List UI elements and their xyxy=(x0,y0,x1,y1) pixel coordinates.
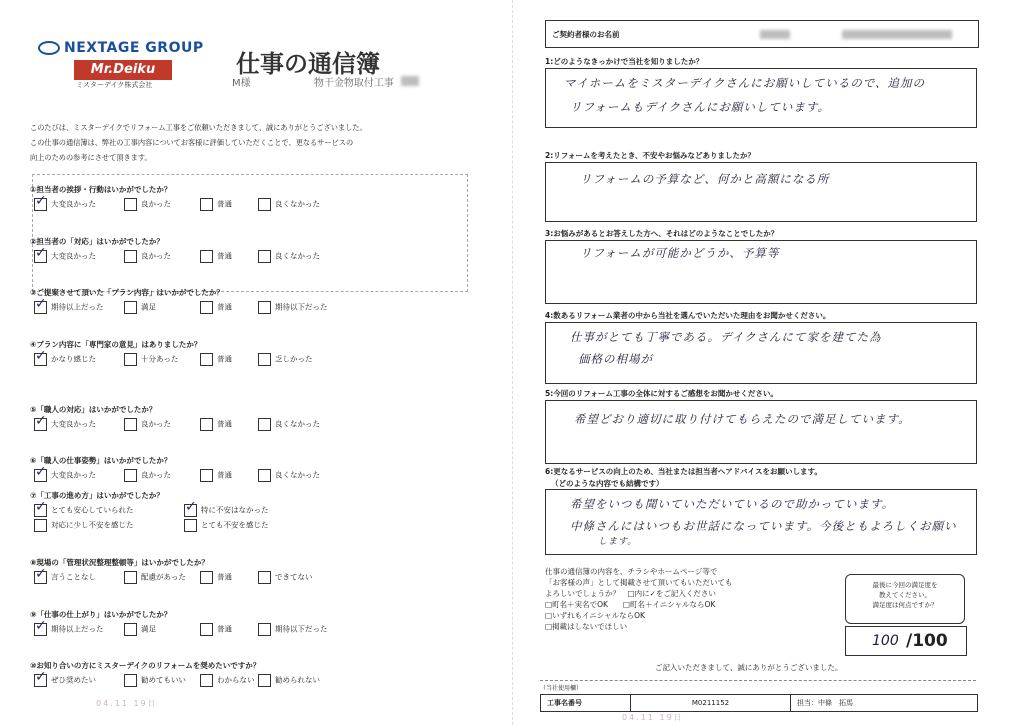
question-sublabel: （どのような内容でも結構です） xyxy=(551,479,664,488)
handwritten-answer: マイホームをミスターデイクさんにお願いしているので、追加の xyxy=(564,76,926,90)
option-item[interactable] xyxy=(200,353,232,366)
option-item[interactable] xyxy=(258,418,320,431)
check-mark-icon: ✓ xyxy=(185,499,197,515)
consent-option[interactable]: □掲載はしないでほしい xyxy=(545,622,628,631)
question-1 xyxy=(30,184,470,214)
option-label: 普通 xyxy=(217,302,232,312)
check-mark-icon: ✓ xyxy=(35,245,47,261)
question-label: 5:今回のリフォーム工事の全体に対するご感想をお聞かせください。 xyxy=(545,389,778,398)
check-mark-icon: ✓ xyxy=(35,413,47,429)
option-label: 大変良かった xyxy=(51,199,96,209)
option-label: 配慮があった xyxy=(141,572,186,582)
checkbox[interactable] xyxy=(34,669,47,687)
date-stamp: 04.11 19日 xyxy=(96,699,158,708)
option-label: 良くなかった xyxy=(275,199,320,209)
checkbox[interactable] xyxy=(124,571,137,584)
option-item[interactable] xyxy=(124,623,156,636)
option-label: 勧められない xyxy=(275,675,320,685)
checkbox[interactable] xyxy=(124,469,137,482)
option-label: 大変良かった xyxy=(51,251,96,261)
handwritten-answer: 希望をいつも聞いていただいているので助かっています。 xyxy=(570,497,895,511)
answer-box[interactable] xyxy=(545,400,977,464)
option-item[interactable] xyxy=(124,418,171,431)
checkbox[interactable] xyxy=(200,571,213,584)
check-mark-icon: ✓ xyxy=(35,193,47,209)
customer-line xyxy=(232,74,419,89)
question-label: 3:お悩みがあるとお答えした方へ、それはどのようなことでしたか？ xyxy=(545,229,779,238)
answer-box[interactable] xyxy=(545,489,977,555)
option-item[interactable] xyxy=(124,571,186,584)
option-label: 普通 xyxy=(217,354,232,364)
option-item[interactable] xyxy=(200,250,232,263)
option-item[interactable] xyxy=(258,250,320,263)
option-label: 期待以上だった xyxy=(51,624,104,634)
answer-box[interactable] xyxy=(545,240,977,304)
checkbox[interactable] xyxy=(184,519,197,532)
satisfaction-max: /100 xyxy=(906,631,948,651)
option-label: 良かった xyxy=(141,251,171,261)
option-item[interactable] xyxy=(34,566,96,584)
option-label: わからない xyxy=(217,675,255,685)
option-label: 普通 xyxy=(217,624,232,634)
satisfaction-text: 教えてください。 xyxy=(879,591,931,599)
question-6 xyxy=(30,455,470,485)
option-label: 期待以上だった xyxy=(51,302,104,312)
question-label: ⑩お知り合いの方にミスターデイクのリフォームを奨めたいですか？ xyxy=(30,661,261,670)
page-title: 仕事の通信簿 xyxy=(236,50,380,78)
option-item[interactable] xyxy=(258,469,320,482)
office-use-table xyxy=(540,694,978,712)
option-item[interactable] xyxy=(34,519,134,532)
option-label: とても不安を感じた xyxy=(201,520,269,530)
option-item[interactable] xyxy=(124,250,171,263)
question-label: 4:数あるリフォーム業者の中から当社を選んでいただいた理由をお聞かせください。 xyxy=(545,311,831,320)
checkbox[interactable] xyxy=(34,499,47,517)
checkbox[interactable] xyxy=(200,198,213,211)
check-mark-icon: ✓ xyxy=(35,669,47,685)
option-label: 満足 xyxy=(141,302,156,312)
right-question-3 xyxy=(545,228,977,304)
checkbox[interactable] xyxy=(124,353,137,366)
checkbox[interactable] xyxy=(124,301,137,314)
option-item[interactable] xyxy=(34,669,96,687)
option-item[interactable] xyxy=(200,198,232,211)
question-options xyxy=(30,499,470,534)
option-label: とても安心していられた xyxy=(51,505,134,515)
option-item[interactable] xyxy=(200,571,232,584)
question-5 xyxy=(30,404,470,434)
option-label: 言うことなし xyxy=(51,572,96,582)
checkbox[interactable] xyxy=(258,623,271,636)
greeting xyxy=(30,120,450,165)
brand-logo xyxy=(38,40,228,60)
question-8 xyxy=(30,609,470,639)
checkbox[interactable] xyxy=(34,413,47,431)
checkbox[interactable] xyxy=(124,250,137,263)
option-label: できてない xyxy=(275,572,313,582)
option-item[interactable] xyxy=(200,623,232,636)
option-label: 勧めてもいい xyxy=(141,675,186,685)
question-label: 2:リフォームを考えたとき、不安やお悩みなどありましたか？ xyxy=(545,151,756,160)
option-label: 良かった xyxy=(141,470,171,480)
project-name: 物干金物取付工事 xyxy=(313,78,394,89)
option-item[interactable] xyxy=(258,571,313,584)
handwritten-answer: リフォームが可能かどうか、予算等 xyxy=(580,246,780,260)
option-label: 普通 xyxy=(217,572,232,582)
thanks-message: ご記入いただきまして、誠にありがとうございました。 xyxy=(655,663,843,672)
option-item[interactable] xyxy=(34,296,104,314)
option-label: ぜひ奨めたい xyxy=(51,675,96,685)
checkbox[interactable] xyxy=(34,464,47,482)
option-label: 乏しかった xyxy=(275,354,313,364)
handwritten-answer: 中條さんにはいつもお世話になっています。今後ともよろしくお願い xyxy=(570,519,957,533)
question-options xyxy=(30,413,470,434)
check-mark-icon: ✓ xyxy=(35,296,47,312)
question-options xyxy=(30,566,470,587)
checkbox[interactable] xyxy=(200,623,213,636)
option-item[interactable] xyxy=(200,301,232,314)
satisfaction-prompt xyxy=(845,574,965,624)
greeting-line: このたびは、ミスターデイクでリフォーム工事をご依頼いただきまして、誠にありがとうございました。 xyxy=(30,123,367,132)
date-stamp: 04.11 19日 xyxy=(622,713,684,722)
option-label: 良くなかった xyxy=(275,251,320,261)
option-label: 普通 xyxy=(217,251,232,261)
greeting-line: この仕事の通信簿は、弊社の工事内容についてお客様に評価していただくことで、更なるサービスの xyxy=(30,138,354,147)
question-label: ⑨「仕事の仕上がり」はいかがでしたか？ xyxy=(30,610,172,619)
handwritten-answer: リフォームの予算など、何かと高額になる所 xyxy=(580,172,830,186)
customer-type: M様 xyxy=(232,78,251,89)
option-item[interactable] xyxy=(124,198,171,211)
checkbox[interactable] xyxy=(258,418,271,431)
redacted-name xyxy=(842,30,952,39)
satisfaction-score: 100 xyxy=(872,633,899,649)
option-item[interactable] xyxy=(258,198,320,211)
checkbox[interactable] xyxy=(258,250,271,263)
question-4 xyxy=(30,339,470,369)
question-label: ①担当者の挨拶・行動はいかがでしたか？ xyxy=(30,185,172,194)
greeting-line: 向上のための参考にさせて頂きます。 xyxy=(30,153,152,162)
question-options xyxy=(30,193,470,214)
office-use-label: （当社使用欄） xyxy=(540,685,583,692)
checkbox[interactable] xyxy=(200,301,213,314)
checkbox[interactable] xyxy=(124,418,137,431)
right-question-6 xyxy=(545,466,977,555)
option-item[interactable] xyxy=(258,623,328,636)
question-label: 1:どのようなきっかけで当社を知りましたか？ xyxy=(545,57,704,66)
option-item[interactable] xyxy=(200,674,255,687)
name-label: ご契約者様のお名前 xyxy=(552,30,620,39)
question-label: ⑤「職人の対応」はいかがでしたか？ xyxy=(30,405,157,414)
checkbox[interactable] xyxy=(258,469,271,482)
right-question-4 xyxy=(545,310,977,384)
right-question-2 xyxy=(545,150,977,222)
option-item[interactable] xyxy=(34,413,96,431)
option-label: 特に不安はなかった xyxy=(201,505,269,515)
question-label: ⑧現場の「管理状況整理整頓等」はいかがでしたか？ xyxy=(30,558,209,567)
option-label: 良かった xyxy=(141,419,171,429)
checkbox[interactable] xyxy=(258,571,271,584)
checkbox[interactable] xyxy=(200,250,213,263)
brand-ring-icon xyxy=(38,41,60,55)
publication-consent xyxy=(545,566,835,632)
staff-name: 担当：中條 拓馬 xyxy=(797,699,853,707)
option-label: 普通 xyxy=(217,419,232,429)
option-item[interactable] xyxy=(124,674,186,687)
checkbox[interactable] xyxy=(34,348,47,366)
checkbox[interactable] xyxy=(34,193,47,211)
checkbox[interactable] xyxy=(258,301,271,314)
consent-option[interactable]: □町名＋実名でOK □町名＋イニシャルならOK xyxy=(545,600,716,609)
option-label: 対応に少し不安を感じた xyxy=(51,520,134,530)
question-9 xyxy=(30,660,470,690)
satisfaction-score-box[interactable] xyxy=(845,626,967,656)
checkbox[interactable] xyxy=(200,418,213,431)
option-item[interactable] xyxy=(34,193,96,211)
checkbox[interactable] xyxy=(34,566,47,584)
check-mark-icon: ✓ xyxy=(35,348,47,364)
checkbox[interactable] xyxy=(200,469,213,482)
option-label: 大変良かった xyxy=(51,419,96,429)
check-mark-icon: ✓ xyxy=(35,618,47,634)
option-label: 十分あった xyxy=(141,354,179,364)
option-label: 良くなかった xyxy=(275,419,320,429)
option-item[interactable] xyxy=(258,674,320,687)
option-item[interactable] xyxy=(258,301,328,314)
consent-text: 「お客様の声」として掲載させて頂いてもいただいても xyxy=(545,578,733,587)
option-item[interactable] xyxy=(34,618,104,636)
work-number: M0211152 xyxy=(631,695,791,711)
option-item[interactable] xyxy=(34,348,96,366)
consent-text: よろしいでしょうか？ □内に✓をご記入ください xyxy=(545,589,716,598)
redacted-name xyxy=(760,30,790,39)
question-3 xyxy=(30,287,470,317)
check-mark-icon: ✓ xyxy=(35,464,47,480)
question-options xyxy=(30,296,470,317)
option-label: 大変良かった xyxy=(51,470,96,480)
option-label: 期待以下だった xyxy=(275,624,328,634)
question-options xyxy=(30,245,470,266)
question-label: 6:更なるサービスの向上のため、当社または担当者へアドバイスをお願いします。 xyxy=(545,467,822,476)
option-label: 普通 xyxy=(217,470,232,480)
question-options xyxy=(30,348,470,369)
checkbox[interactable] xyxy=(124,623,137,636)
option-item[interactable] xyxy=(184,499,269,517)
option-label: 良くなかった xyxy=(275,470,320,480)
checkbox[interactable] xyxy=(34,245,47,263)
question-options xyxy=(30,669,470,690)
question-options xyxy=(30,464,470,485)
handwritten-answer: します。 xyxy=(598,537,638,547)
checkbox[interactable] xyxy=(124,198,137,211)
checkbox[interactable] xyxy=(258,353,271,366)
answer-box[interactable] xyxy=(545,162,977,222)
option-item[interactable] xyxy=(34,464,96,482)
checkbox[interactable] xyxy=(184,499,197,517)
question-2 xyxy=(30,236,470,266)
question-7 xyxy=(30,490,470,534)
consent-option[interactable]: □いずれもイニシャルならOK xyxy=(545,611,645,620)
redacted-block xyxy=(401,76,419,86)
option-item[interactable] xyxy=(200,418,232,431)
office-use-section xyxy=(540,680,976,692)
right-question-1 xyxy=(545,56,977,128)
option-item[interactable] xyxy=(200,469,232,482)
checkbox[interactable] xyxy=(124,674,137,687)
question-label: ②担当者の「対応」はいかがでしたか？ xyxy=(30,237,164,246)
question-label: ③ご提案させて頂いた「プラン内容」はいかがでしたか？ xyxy=(30,288,224,297)
option-label: かなり感じた xyxy=(51,354,96,364)
option-label: 期待以下だった xyxy=(275,302,328,312)
option-label: 良かった xyxy=(141,199,171,209)
checkbox[interactable] xyxy=(34,296,47,314)
option-item[interactable] xyxy=(184,519,269,532)
checkbox[interactable] xyxy=(258,198,271,211)
checkbox[interactable] xyxy=(258,674,271,687)
consent-text: 仕事の通信簿の内容を、チラシやホームページ等で xyxy=(545,567,718,576)
option-item[interactable] xyxy=(258,353,313,366)
handwritten-answer: リフォームもデイクさんにお願いしています。 xyxy=(570,100,830,114)
satisfaction-text: 最後に今回の満足度を xyxy=(872,581,938,589)
right-question-5 xyxy=(545,388,977,464)
question-label: ④プラン内容に「専門家の意見」はありましたか？ xyxy=(30,340,202,349)
work-number-label: 工事名番号 xyxy=(541,695,631,711)
checkbox[interactable] xyxy=(200,353,213,366)
company-name: ミスターデイク株式会社 xyxy=(76,81,153,89)
question-label: ⑦「工事の進め方」はいかがでしたか？ xyxy=(30,491,164,500)
question-7 xyxy=(30,557,470,587)
option-item[interactable] xyxy=(124,301,156,314)
checkbox[interactable] xyxy=(200,674,213,687)
mr-deiku-logo: Mr.Deiku xyxy=(74,60,172,80)
handwritten-answer: 仕事がとても丁寧である。デイクさんにて家を建てた為 xyxy=(570,330,882,344)
option-label: 満足 xyxy=(141,624,156,634)
brand-text: NEXTAGE GROUP xyxy=(64,40,204,56)
question-label: ⑥「職人の仕事姿勢」はいかがでしたか？ xyxy=(30,456,172,465)
option-item[interactable] xyxy=(34,499,134,517)
option-item[interactable] xyxy=(124,353,178,366)
checkbox[interactable] xyxy=(34,519,47,532)
checkbox[interactable] xyxy=(34,618,47,636)
handwritten-answer: 価格の相場が xyxy=(578,352,653,366)
check-mark-icon: ✓ xyxy=(35,499,47,515)
option-item[interactable] xyxy=(34,245,96,263)
option-item[interactable] xyxy=(124,469,171,482)
handwritten-answer: 希望どおり適切に取り付けてもらえたので満足しています。 xyxy=(574,412,911,426)
answer-box[interactable] xyxy=(545,68,977,128)
option-label: 普通 xyxy=(217,199,232,209)
satisfaction-text: 満足度は何点ですか？ xyxy=(872,601,938,609)
answer-box[interactable] xyxy=(545,322,977,384)
question-options xyxy=(30,618,470,639)
check-mark-icon: ✓ xyxy=(35,566,47,582)
customer-name-row xyxy=(545,20,979,48)
